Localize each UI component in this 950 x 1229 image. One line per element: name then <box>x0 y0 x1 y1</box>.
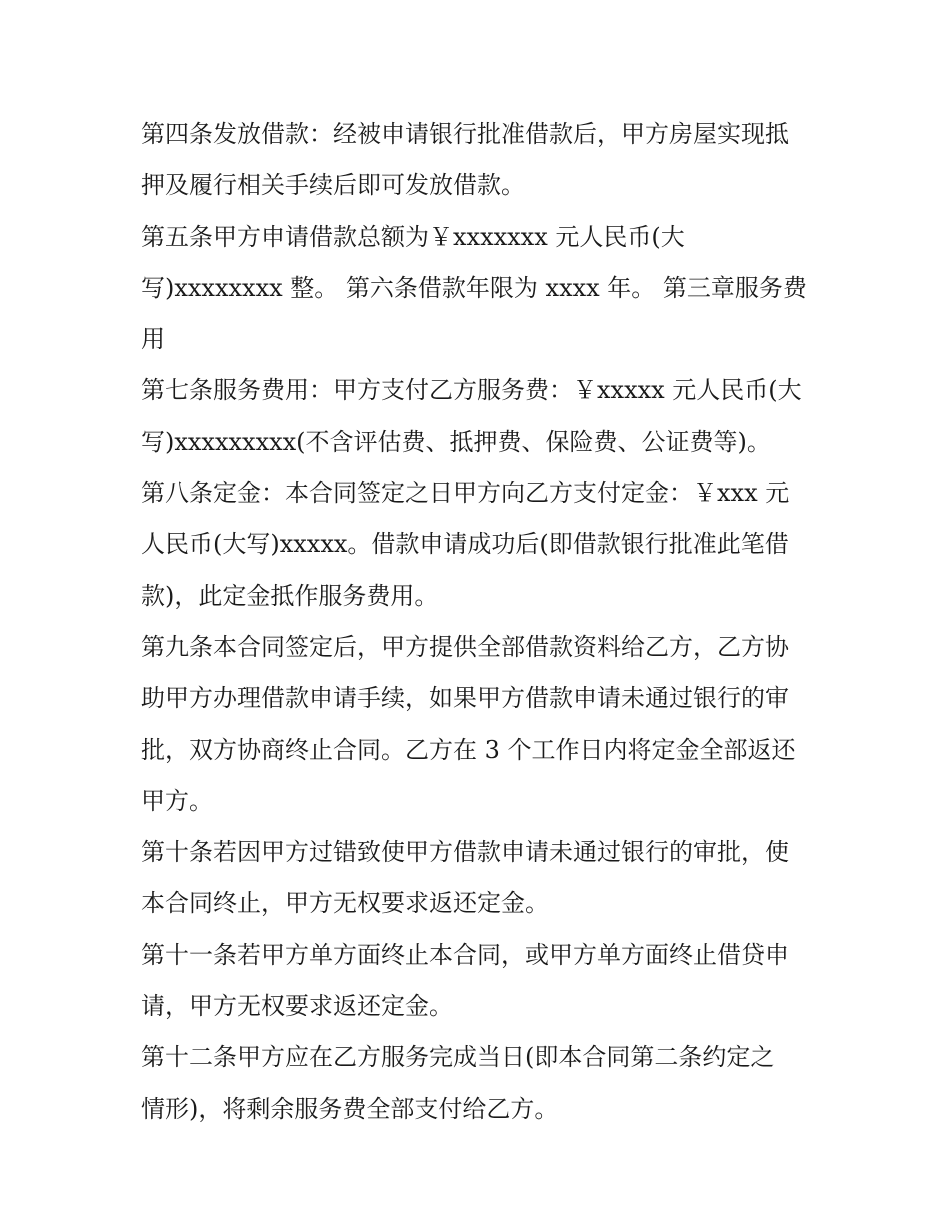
text-line: 第七条服务费用：甲方支付乙方服务费：￥xxxxx 元人民币(大 <box>141 376 802 405</box>
text-line: 甲方。 <box>141 786 213 815</box>
text-line: 本合同终止，甲方无权要求返还定金。 <box>141 889 549 918</box>
text-line: 款)，此定金抵作服务费用。 <box>141 581 439 610</box>
contract-text <box>141 109 821 1135</box>
text-line: 第八条定金：本合同签定之日甲方向乙方支付定金：￥xxx 元 <box>141 479 790 508</box>
text-line: 第四条发放借款：经被申请银行批准借款后，甲方房屋实现抵 <box>141 120 789 148</box>
text-line: 人民币(大写)xxxxx。借款申请成功后(即借款银行批准此笔借 <box>141 530 789 559</box>
text-line: 第五条甲方申请借款总额为￥xxxxxxx 元人民币(大 <box>141 222 685 251</box>
text-line: 情形)，将剩余服务费全部支付给乙方。 <box>141 1094 559 1123</box>
text-line: 请，甲方无权要求返还定金。 <box>141 992 453 1021</box>
text-line: 第十二条甲方应在乙方服务完成当日(即本合同第二条约定之 <box>141 1043 775 1072</box>
text-line: 写)xxxxxxxx 整。 第六条借款年限为 xxxx 年。 第三章服务费 <box>141 273 807 302</box>
text-line: 用 <box>141 325 165 354</box>
text-line: 写)xxxxxxxxx(不含评估费、抵押费、保险费、公证费等)。 <box>141 427 771 456</box>
text-line: 押及履行相关手续后即可发放借款。 <box>141 171 525 200</box>
text-line: 批，双方协商终止合同。乙方在 3 个工作日内将定金全部返还 <box>141 735 796 764</box>
text-line: 助甲方办理借款申请手续，如果甲方借款申请未通过银行的审 <box>141 684 789 713</box>
text-line: 第十条若因甲方过错致使甲方借款申请未通过银行的审批，使 <box>141 838 789 867</box>
text-line: 第九条本合同签定后，甲方提供全部借款资料给乙方，乙方协 <box>141 632 789 661</box>
text-line: 第十一条若甲方单方面终止本合同，或甲方单方面终止借贷申 <box>141 940 789 969</box>
